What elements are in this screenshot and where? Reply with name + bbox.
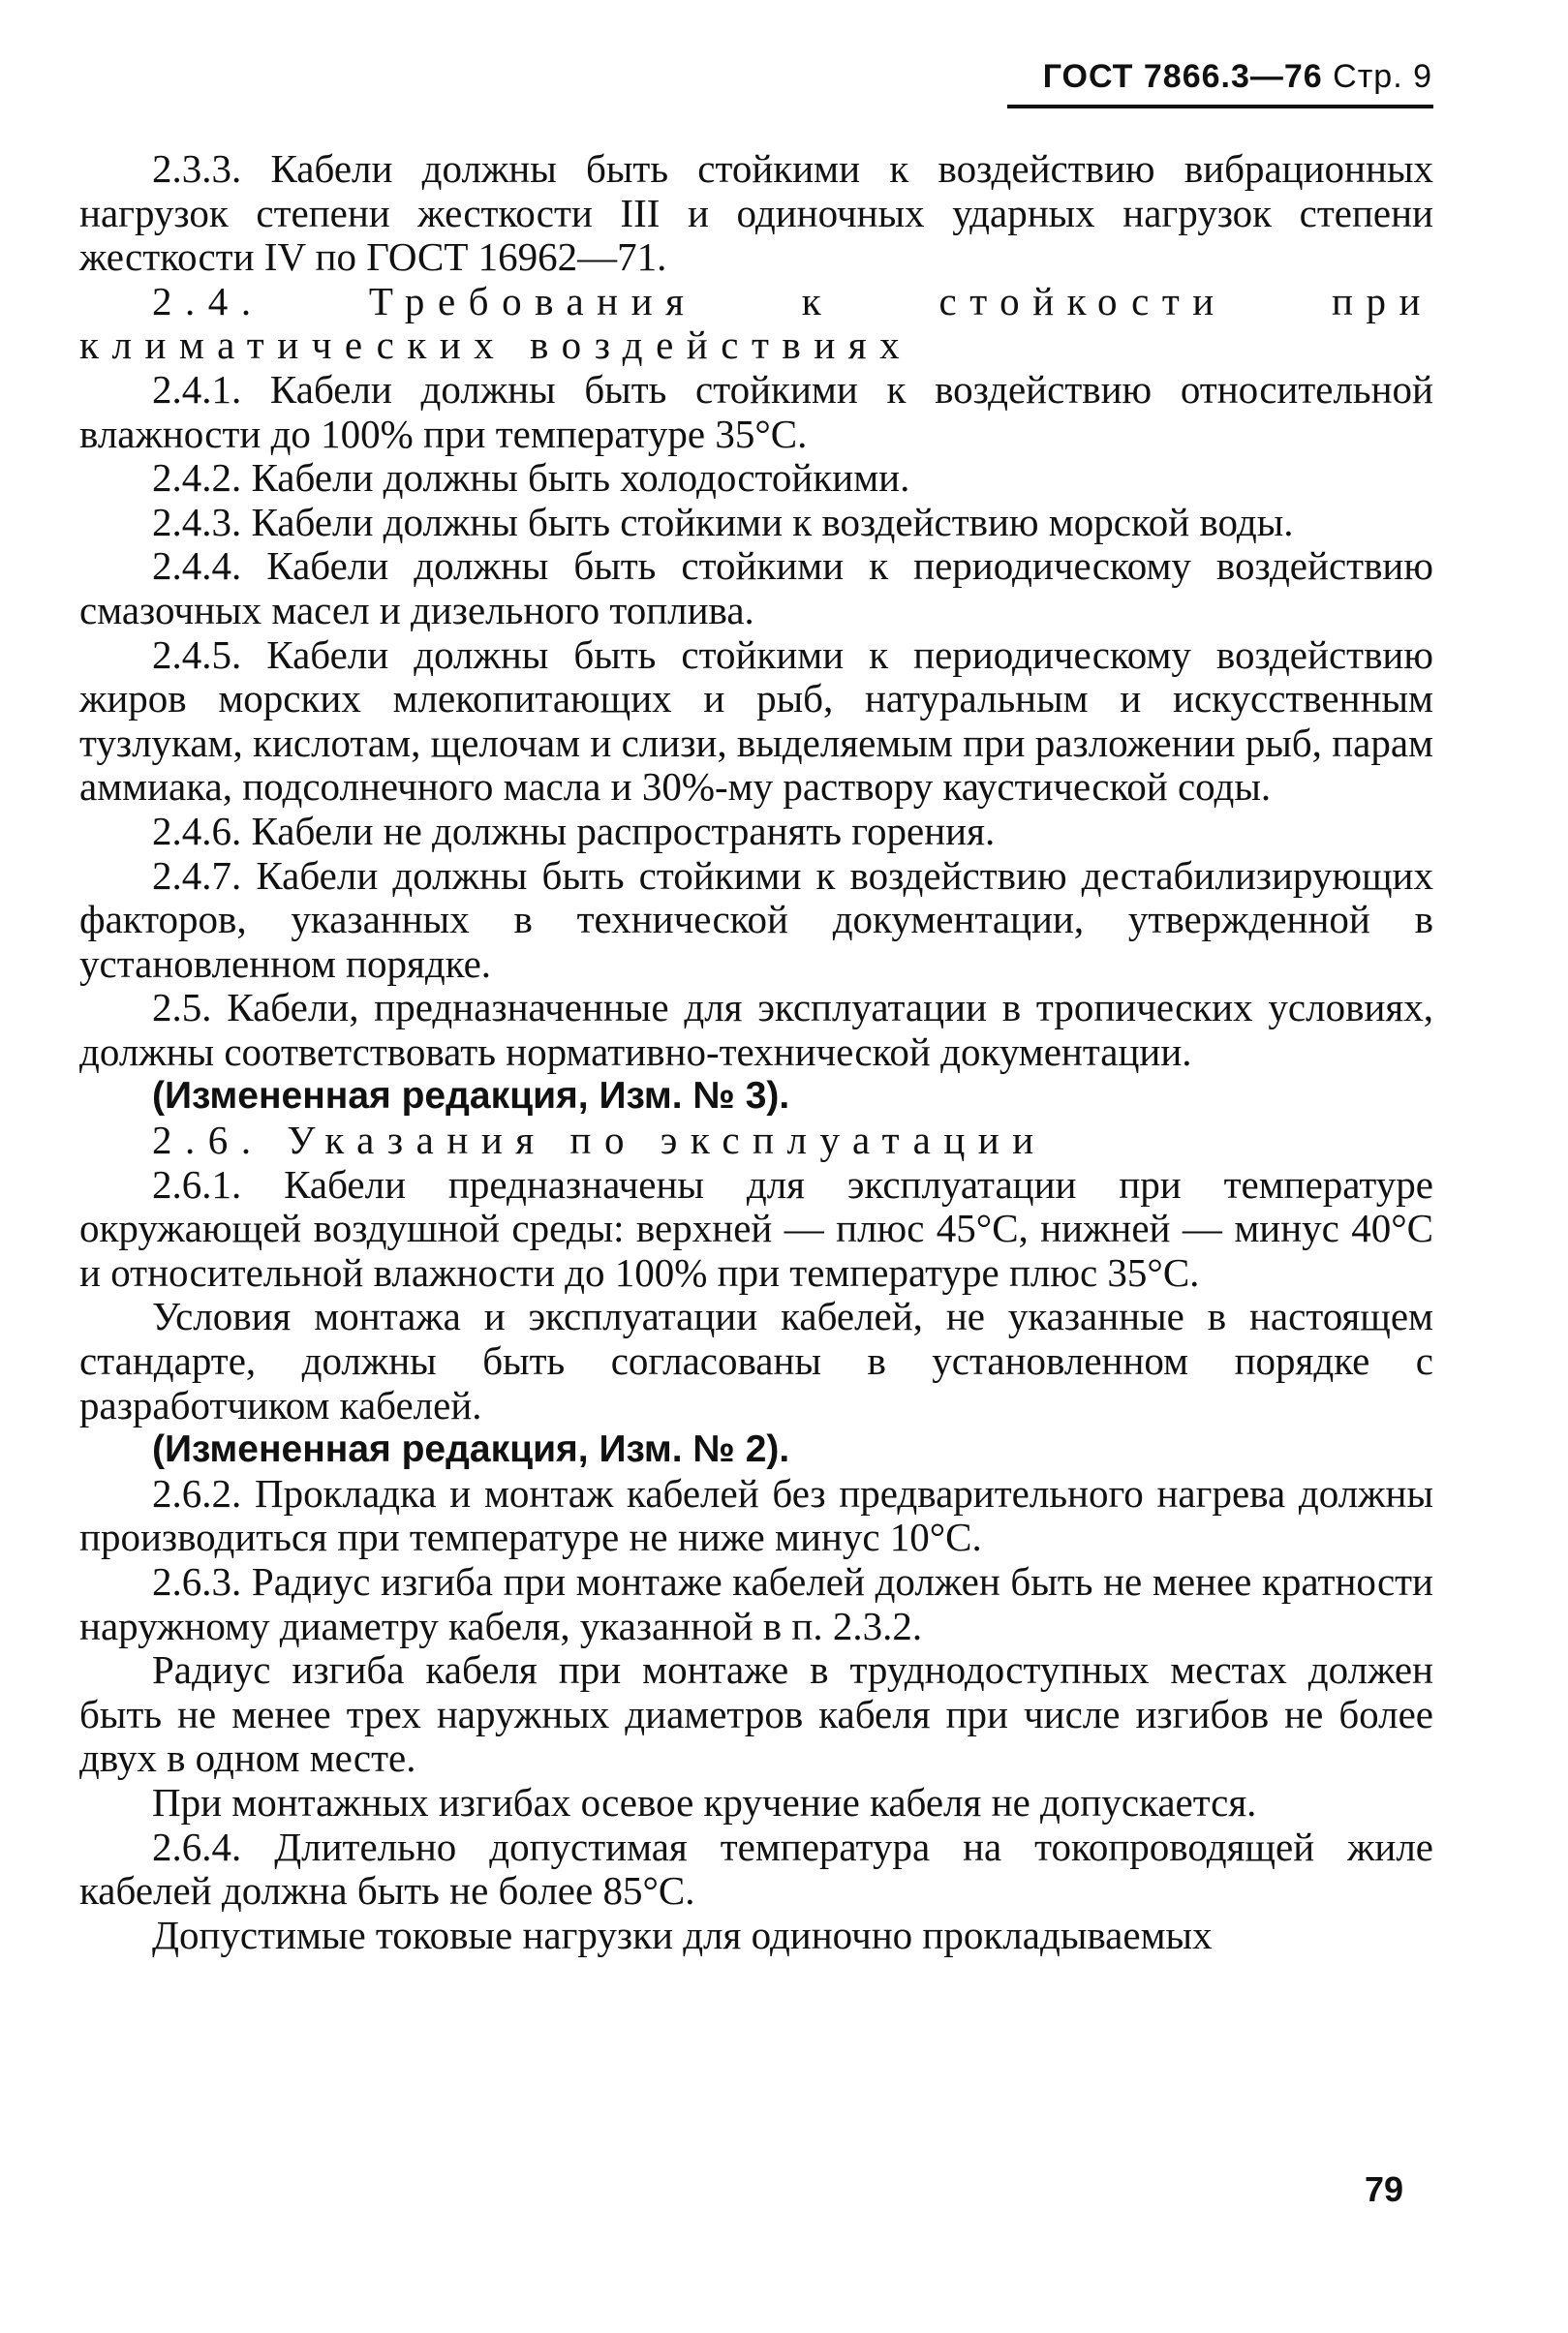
amendment-note-2: (Измененная редакция, Изм. № 2). [152,1428,790,1471]
section-heading-2-4: 2.4. Требования к стойкости при климатических воздействиях [79,278,1433,368]
paragraph-2-3-3: 2.3.3. Кабели должны быть стойкими к воздействию вибрационных нагрузок степени жесткости III и одиночных ударных нагрузок степени жесткости IV по ГОСТ 16962—71. [79,146,1433,280]
paragraph-2-6-3: 2.6.3. Радиус изгиба при монтаже кабелей должен быть не менее кратности наружному диаметру кабеля, указанной в п. 2.3.2. [79,1559,1433,1648]
paragraph-2-6-1-conditions: Условия монтажа и эксплуатации кабелей, не указанные в настоящем стандарте, должны быть согласованы в установленном порядке с разработчиком кабелей. [79,1294,1433,1427]
paragraph-2-4-1: 2.4.1. Кабели должны быть стойкими к воздействию относительной влажности до 100% при температуре 35°C. [79,366,1433,456]
paragraph-2-4-7: 2.4.7. Кабели должны быть стойкими к воздействию дестабилизирующих факторов, указанных в технической документации, утвержденной в установленном порядке. [79,852,1433,986]
document-body [79,147,1433,1957]
paragraph-2-5: 2.5. Кабели, предназначенные для эксплуатации в тропических условиях, должны соответствовать нормативно-технической документации. [79,985,1433,1074]
paragraph-2-4-3: 2.4.3. Кабели должны быть стойкими к воздействию морской воды. [152,499,1294,544]
paragraph-2-6-1: 2.6.1. Кабели предназначены для эксплуатации при температуре окружающей воздушной среды: верхней — плюс 45°C, нижней — минус 40°C и относительной влажности до 100% при температуре плюс 35°C. [79,1161,1433,1295]
paragraph-2-6-2: 2.6.2. Прокладка и монтаж кабелей без предварительного нагрева должны производиться при температуре не ниже минус 10°C. [79,1470,1433,1560]
page-label: Стр. 9 [1333,58,1432,95]
paragraph-2-6-3-torsion: При монтажных изгибах осевое кручение кабеля не допускается. [152,1779,1257,1825]
paragraph-2-6-3-radius: Радиус изгиба кабеля при монтаже в труднодоступных местах должен быть не менее трех наружных диаметров кабеля при числе изгибов не более двух в одном месте. [79,1647,1433,1781]
paragraph-2-6-4: 2.6.4. Длительно допустимая температура на токопроводящей жиле кабелей должна быть не более 85°C. [79,1824,1433,1914]
amendment-note-3: (Измененная редакция, Изм. № 3). [152,1075,790,1118]
paragraph-2-4-6: 2.4.6. Кабели не должны распространять горения. [152,808,996,853]
paragraph-2-4-5: 2.4.5. Кабели должны быть стойкими к периодическому воздействию жиров морских млекопитающих и рыб, натуральным и искусственным тузлукам, кислотам, щелочам и слизи, выделяемым при разложении рыб, парам аммиака, подсолнечного масла и 30%-му раствору каустической соды. [79,631,1433,810]
page-number: 79 [1364,2169,1403,2209]
page-header [1043,58,1432,96]
paragraph-2-4-2: 2.4.2. Кабели должны быть холодостойкими. [152,455,910,501]
section-heading-2-6: 2.6. Указания по эксплуатации [152,1118,1047,1163]
paragraph-2-6-4-loads: Допустимые токовые нагрузки для одиночно прокладываемых [152,1912,1213,1957]
standard-designation: ГОСТ 7866.3—76 [1042,58,1323,95]
paragraph-2-4-4: 2.4.4. Кабели должны быть стойкими к периодическому воздействию смазочных масел и дизельного топлива. [79,543,1433,632]
header-rule [1007,105,1433,108]
